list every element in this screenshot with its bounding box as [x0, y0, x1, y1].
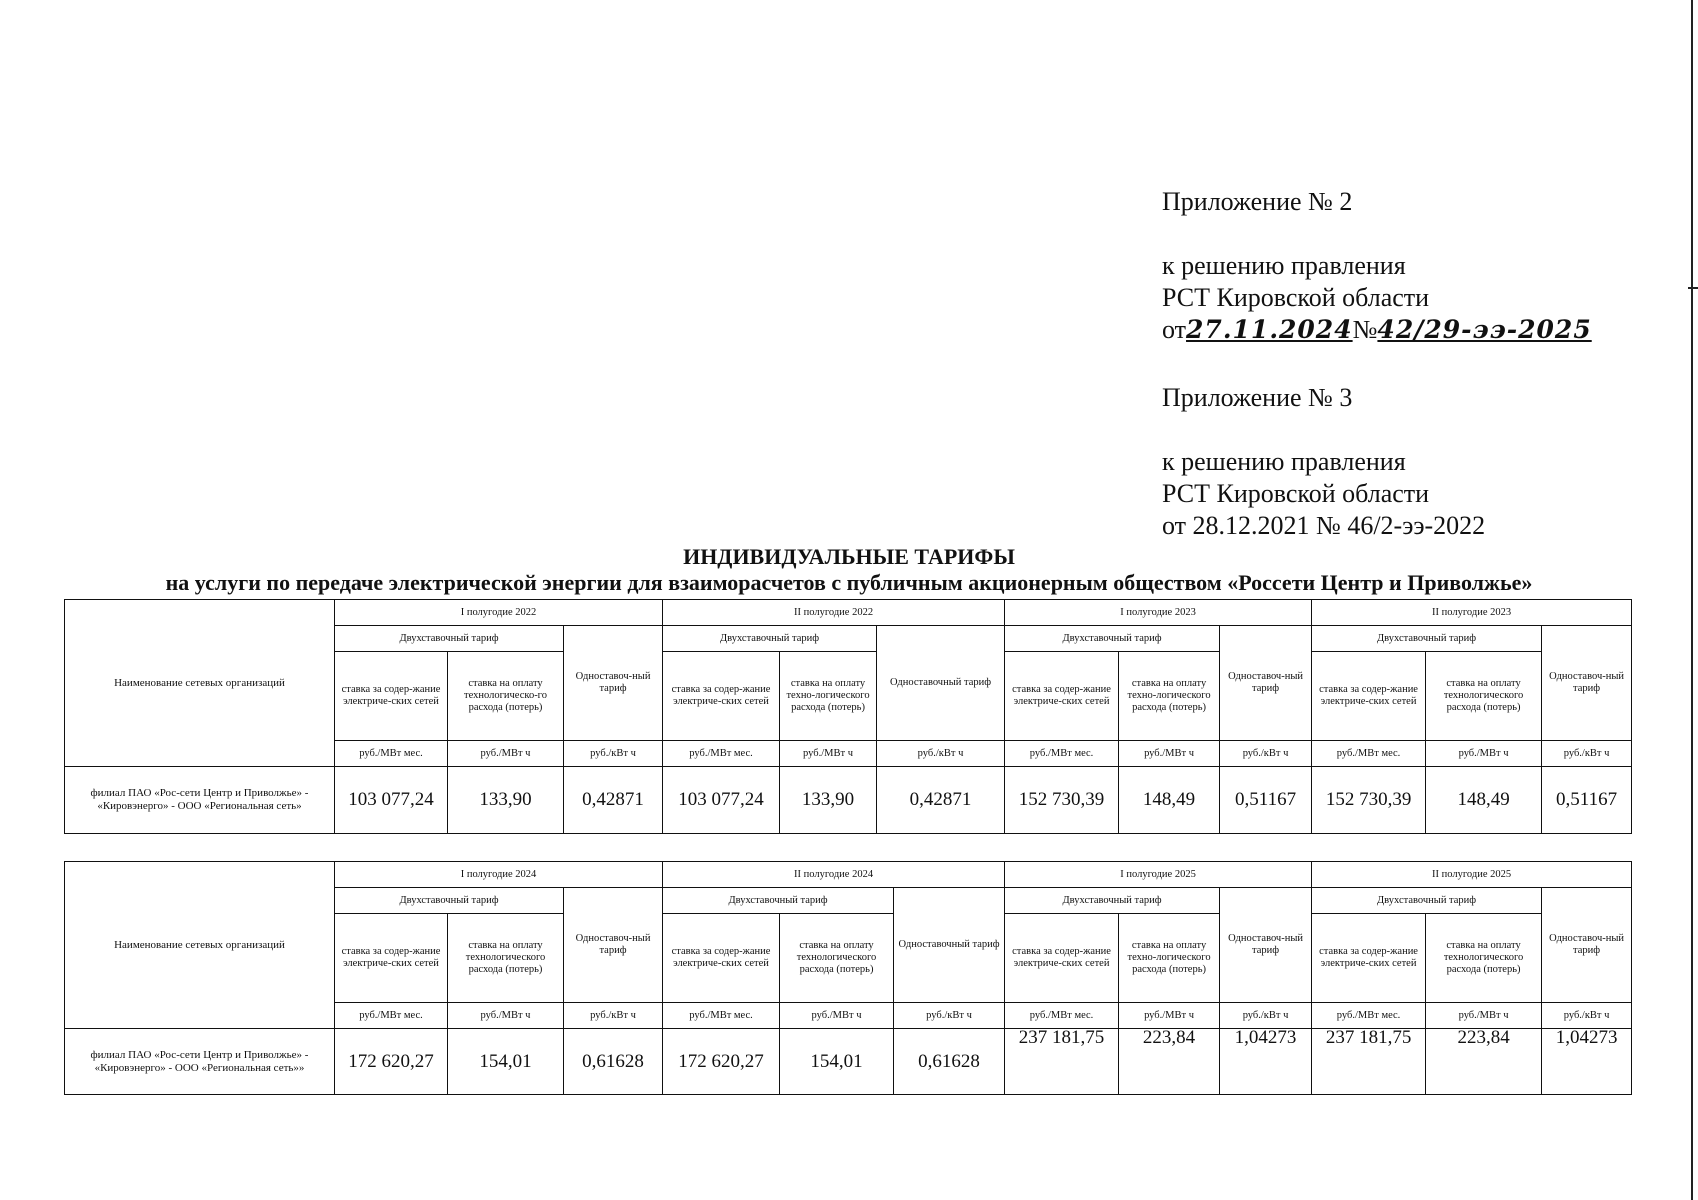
org-name-cell: филиал ПАО «Рос-сети Центр и Приволжье» - «Кировэнерго» - ООО «Региональная сеть»»: [65, 1029, 335, 1095]
value-cell: 0,61628: [894, 1029, 1005, 1095]
table-row: [65, 767, 1632, 834]
scan-edge-tick: [1688, 287, 1698, 289]
unit-cell: руб./МВт мес.: [335, 741, 448, 767]
single-rate-header: Одноставоч-ный тариф: [1220, 888, 1312, 1003]
period-header: II полугодие 2024: [663, 862, 1005, 888]
period-header: I полугодие 2023: [1005, 600, 1312, 626]
appendix-3-decision-line: к решению правления: [1162, 447, 1406, 476]
unit-cell: руб./МВт мес.: [1005, 741, 1119, 767]
appendix-2-decision-line: к решению правления: [1162, 251, 1406, 280]
loss-rate-header: ставка на оплату технологического расхода (потерь): [448, 914, 564, 1003]
loss-rate-header: ставка на оплату технологического расхода (потерь): [1426, 914, 1542, 1003]
org-name-header: Наименование сетевых организаций: [65, 862, 335, 1029]
tariff-table-2022-2023: [64, 599, 1632, 834]
value-cell: 0,42871: [877, 767, 1005, 834]
unit-cell: руб./МВт мес.: [1312, 741, 1426, 767]
unit-cell: руб./МВт ч: [448, 741, 564, 767]
value-cell: 152 730,39: [1005, 767, 1119, 834]
maintenance-rate-header: ставка за содер-жание электриче-ских сетей: [663, 914, 780, 1003]
value-cell: 152 730,39: [1312, 767, 1426, 834]
single-rate-header: Одноставочный тариф: [877, 626, 1005, 741]
appendix-3-block: [1162, 382, 1485, 542]
handwritten-number: 42/29-ээ-2025: [1377, 315, 1592, 344]
document-subtitle: на услуги по передаче электрической энергии для взаиморасчетов с публичным акционерным обществом «Россети Центр и Приволжье»: [165, 570, 1533, 595]
unit-cell: руб./МВт мес.: [1005, 1003, 1119, 1029]
unit-cell: руб./МВт мес.: [335, 1003, 448, 1029]
value-cell: 0,51167: [1542, 767, 1632, 834]
scan-edge-line: [1691, 0, 1693, 1200]
value-cell: 172 620,27: [663, 1029, 780, 1095]
value-cell: 223,84: [1119, 1029, 1220, 1095]
value-cell: 148,49: [1119, 767, 1220, 834]
unit-cell: руб./кВт ч: [1542, 1003, 1632, 1029]
value-cell: 103 077,24: [663, 767, 780, 834]
two-rate-header: Двухставочный тариф: [1005, 888, 1220, 914]
unit-cell: руб./МВт ч: [780, 1003, 894, 1029]
appendix-2-authority-line: РСТ Кировской области: [1162, 283, 1430, 312]
appendix-3-date-line: от 28.12.2021 № 46/2-ээ-2022: [1162, 511, 1486, 540]
loss-rate-header: ставка на оплату технологического расхода (потерь): [1426, 652, 1542, 741]
value-cell: 1,04273: [1220, 1029, 1312, 1095]
two-rate-header: Двухставочный тариф: [1005, 626, 1220, 652]
handwritten-date: 27.11.2024: [1186, 315, 1353, 344]
value-cell: 154,01: [448, 1029, 564, 1095]
document-title: ИНДИВИДУАЛЬНЫЕ ТАРИФЫ: [683, 544, 1015, 569]
unit-cell: руб./кВт ч: [894, 1003, 1005, 1029]
unit-cell: руб./МВт ч: [448, 1003, 564, 1029]
maintenance-rate-header: ставка за содер-жание электриче-ских сетей: [1312, 914, 1426, 1003]
unit-cell: руб./МВт ч: [1426, 741, 1542, 767]
value-cell: 0,42871: [564, 767, 663, 834]
unit-cell: руб./кВт ч: [877, 741, 1005, 767]
appendix-3-authority-line: РСТ Кировской области: [1162, 479, 1430, 508]
single-rate-header: Одноставоч-ный тариф: [564, 626, 663, 741]
value-cell: 0,61628: [564, 1029, 663, 1095]
maintenance-rate-header: ставка за содер-жание электриче-ских сетей: [1005, 914, 1119, 1003]
value-cell: 172 620,27: [335, 1029, 448, 1095]
maintenance-rate-header: ставка за содер-жание электриче-ских сетей: [335, 652, 448, 741]
period-header: I полугодие 2024: [335, 862, 663, 888]
org-name-header: Наименование сетевых организаций: [65, 600, 335, 767]
unit-cell: руб./МВт ч: [780, 741, 877, 767]
unit-cell: руб./МВт мес.: [1312, 1003, 1426, 1029]
value-cell: 1,04273: [1542, 1029, 1632, 1095]
maintenance-rate-header: ставка за содер-жание электриче-ских сетей: [1005, 652, 1119, 741]
value-cell: 223,84: [1426, 1029, 1542, 1095]
single-rate-header: Одноставоч-ный тариф: [1542, 888, 1632, 1003]
unit-cell: руб./кВт ч: [1542, 741, 1632, 767]
unit-cell: руб./кВт ч: [564, 1003, 663, 1029]
unit-cell: руб./МВт мес.: [663, 1003, 780, 1029]
appendix-2-block: [1162, 186, 1592, 346]
two-rate-header: Двухставочный тариф: [663, 626, 877, 652]
period-header: II полугодие 2023: [1312, 600, 1632, 626]
period-header: II полугодие 2022: [663, 600, 1005, 626]
maintenance-rate-header: ставка за содер-жание электриче-ских сетей: [335, 914, 448, 1003]
value-cell: 103 077,24: [335, 767, 448, 834]
two-rate-header: Двухставочный тариф: [1312, 888, 1542, 914]
unit-cell: руб./кВт ч: [1220, 741, 1312, 767]
maintenance-rate-header: ставка за содер-жание электриче-ских сетей: [663, 652, 780, 741]
maintenance-rate-header: ставка за содер-жание электриче-ских сетей: [1312, 652, 1426, 741]
period-header: I полугодие 2022: [335, 600, 663, 626]
value-cell: 0,51167: [1220, 767, 1312, 834]
unit-cell: руб./кВт ч: [564, 741, 663, 767]
unit-cell: руб./МВт ч: [1119, 741, 1220, 767]
value-cell: 237 181,75: [1312, 1029, 1426, 1095]
two-rate-header: Двухставочный тариф: [335, 888, 564, 914]
tariff-table-2024-2025: [64, 861, 1632, 1095]
period-header: I полугодие 2025: [1005, 862, 1312, 888]
value-cell: 148,49: [1426, 767, 1542, 834]
two-rate-header: Двухставочный тариф: [663, 888, 894, 914]
loss-rate-header: ставка на оплату технологическо-го расхода (потерь): [448, 652, 564, 741]
single-rate-header: Одноставоч-ный тариф: [1542, 626, 1632, 741]
value-cell: 133,90: [780, 767, 877, 834]
unit-cell: руб./МВт ч: [1426, 1003, 1542, 1029]
two-rate-header: Двухставочный тариф: [335, 626, 564, 652]
value-cell: 237 181,75: [1005, 1029, 1119, 1095]
single-rate-header: Одноставочный тариф: [894, 888, 1005, 1003]
period-header: II полугодие 2025: [1312, 862, 1632, 888]
appendix-3-title: Приложение № 3: [1162, 383, 1353, 412]
two-rate-header: Двухставочный тариф: [1312, 626, 1542, 652]
loss-rate-header: ставка на оплату техно-логического расхода (потерь): [1119, 914, 1220, 1003]
unit-cell: руб./МВт мес.: [663, 741, 780, 767]
table-row: [65, 1029, 1632, 1095]
appendix-2-from-prefix: от: [1162, 315, 1187, 344]
number-sign: №: [1352, 315, 1378, 344]
unit-cell: руб./МВт ч: [1119, 1003, 1220, 1029]
single-rate-header: Одноставоч-ный тариф: [1220, 626, 1312, 741]
loss-rate-header: ставка на оплату технологического расхода (потерь): [780, 914, 894, 1003]
loss-rate-header: ставка на оплату техно-логического расхода (потерь): [780, 652, 877, 741]
appendix-2-title: Приложение № 2: [1162, 187, 1353, 216]
unit-cell: руб./кВт ч: [1220, 1003, 1312, 1029]
value-cell: 133,90: [448, 767, 564, 834]
loss-rate-header: ставка на оплату техно-логического расхода (потерь): [1119, 652, 1220, 741]
org-name-cell: филиал ПАО «Рос-сети Центр и Приволжье» - «Кировэнерго» - ООО «Региональная сеть»: [65, 767, 335, 834]
single-rate-header: Одноставоч-ный тариф: [564, 888, 663, 1003]
value-cell: 154,01: [780, 1029, 894, 1095]
appendix-2-date-line: [1162, 314, 1592, 346]
